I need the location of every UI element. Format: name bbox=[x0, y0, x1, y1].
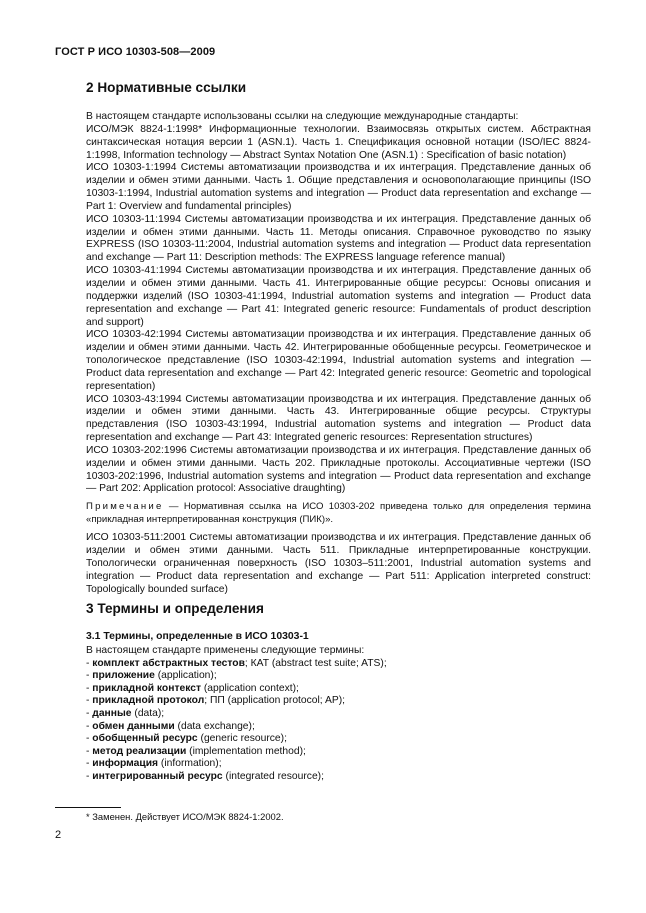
term-item: - обмен данными (data exchange); bbox=[86, 720, 255, 732]
term-item: - комплект абстрактных тестов; КАТ (abstract test suite; ATS); bbox=[86, 657, 387, 669]
section-3-heading: 3 Термины и определения bbox=[86, 601, 264, 616]
reference-item: ИСО 10303-41:1994 Системы автоматизации производства и их интеграция. Представление данных об изделии и обмен этими данными. Часть 41. Интегрированные общие ресурсы: Основы описания и поддержки изделий (ISO 10303-41:1994, Industrial automation systems and integration — Product data representation and exchange — Part 41: Integrated generic resource: Fundamentals of product description and support) bbox=[86, 265, 591, 328]
term-item: - интегрированный ресурс (integrated resource); bbox=[86, 770, 324, 782]
page-number: 2 bbox=[55, 829, 62, 841]
term-item: - прикладной протокол; ПП (application protocol; AP); bbox=[86, 695, 345, 707]
subsection-3-1-heading: 3.1 Термины, определенные в ИСО 10303-1 bbox=[86, 631, 309, 642]
section-2-body bbox=[86, 111, 591, 596]
note bbox=[86, 501, 591, 527]
term-item: - обобщенный ресурс (generic resource); bbox=[86, 733, 287, 745]
section-2-intro: В настоящем стандарте использованы ссылки на следующие международные стандарты: bbox=[86, 111, 519, 122]
reference-item: ИСО 10303-43:1994 Системы автоматизации производства и их интеграция. Представление данных об изделии и обмен этими данными. Часть 43. Интегрированные общие ресурсы. Структуры представления (ISO 10303-43:1994, Industrial automation systems and integration — Product data representation and exchange — Part 43: Integrated generic resources: Representation structures) bbox=[86, 393, 591, 444]
section-2-heading: 2 Нормативные ссылки bbox=[86, 80, 247, 95]
reference-item: ИСО/МЭК 8824-1:1998* Информационные технологии. Взаимосвязь открытых систем. Абстрактная синтаксическая нотация версии 1 (ASN.1). Часть 1. Спецификация основной нотации (ISO/IEC 8824-1:1998, Information technology — Abstract Syntax Notation One (ASN.1) : Specification of basic notation) bbox=[86, 123, 591, 161]
terms-list bbox=[86, 645, 591, 784]
footnote: * Заменен. Действует ИСО/МЭК 8824-1:2002. bbox=[86, 811, 284, 822]
reference-item: ИСО 10303-1:1994 Системы автоматизации производства и их интеграция. Представление данных об изделии и обмен этими данными. Часть 1. Общие представления и основополагающие принципы (ISO 10303-1:1994, Industrial automation systems and integration — Product data representation and exchange — Part 1: Overview and fundamental principles) bbox=[86, 162, 591, 212]
note-text: — Нормативная ссылка на ИСО 10303-202 приведена только для определения термина «прикладная интерпретированная конструкция (ПИК)». bbox=[86, 501, 591, 526]
reference-item: ИСО 10303-11:1994 Системы автоматизации производства и их интеграция. Представление данных об изделии и обмен этими данными. Часть 11. Методы описания. Справочное руководство по языку EXPRESS (ISO 10303-11:2004, Industrial automation systems and integration — Product data representation and exchange — Part 11: Description methods: The EXPRESS language reference manual) bbox=[86, 213, 591, 264]
reference-item: ИСО 10303-511:2001 Системы автоматизации производства и их интеграция. Представление данных об изделии и обмен этими данными. Часть 511. Прикладные интерпретированные конструкции. Топологически ограниченная поверхность (ISO 10303–511:2001, Industrial automation systems and integration — Product data representation and exchange — Part 511: Application interpreted construct: Topologically bounded surface) bbox=[86, 532, 591, 595]
term-item: - метод реализации (implementation method); bbox=[86, 745, 306, 757]
term-item: - приложение (application); bbox=[86, 670, 217, 682]
term-item: - прикладной контекст (application context); bbox=[86, 682, 299, 694]
reference-item: ИСО 10303-42:1994 Системы автоматизации производства и их интеграция. Представление данных об изделии и обмен этими данными. Часть 42. Интегрированные обобщенные ресурсы. Геометрическое и топологическое представление (ISO 10303-42:1994, Industrial automation systems and integration — Product data representation and exchange — Part 42: Integrated generic resource: Geometric and topological representation) bbox=[86, 329, 591, 392]
term-item: - информация (information); bbox=[86, 758, 222, 770]
terms-intro: В настоящем стандарте применены следующие термины: bbox=[86, 645, 365, 656]
term-item: - данные (data); bbox=[86, 707, 165, 719]
note-label: Примечание bbox=[86, 501, 164, 513]
footnote-divider bbox=[55, 807, 121, 808]
document-header: ГОСТ Р ИСО 10303-508—2009 bbox=[55, 46, 216, 58]
reference-item: ИСО 10303-202:1996 Системы автоматизации производства и их интеграция. Представление данных об изделии и обмен этими данными. Часть 202. Прикладные протоколы. Ассоциативные чертежи (ISO 10303-202:1996, Industrial automation systems and integration — Product data representation and exchange — Part 202: Application protocol: Associative draughting) bbox=[86, 444, 591, 495]
